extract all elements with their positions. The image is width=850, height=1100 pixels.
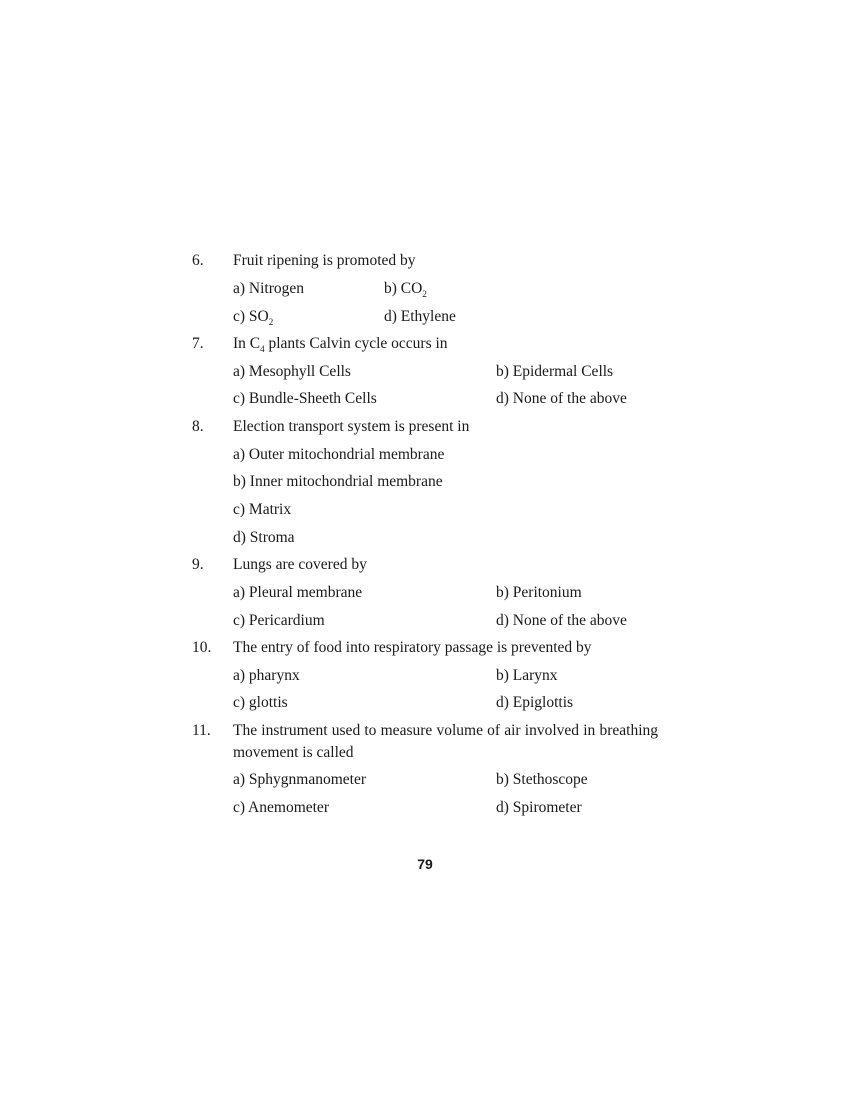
option-a: a) pharynx (233, 667, 300, 684)
question-number: 11. (192, 722, 211, 739)
question-stem: The instrument used to measure volume of air involved in breathing movement is called (233, 722, 658, 761)
option-a: a) Pleural membrane (233, 584, 363, 601)
option-c: c) Matrix (233, 501, 292, 518)
question-number: 10. (192, 639, 212, 656)
option-d: d) Ethylene (384, 308, 456, 325)
question-stem: Lungs are covered by (233, 556, 367, 573)
option-c: c) Anemometer (233, 799, 329, 816)
option-a: a) Sphygnmanometer (233, 771, 367, 788)
option-b: b) Peritonium (496, 584, 582, 601)
option-d: d) None of the above (496, 390, 627, 407)
option-a: a) Outer mitochondrial membrane (233, 446, 445, 463)
question-number: 9. (192, 556, 204, 573)
option-c: c) $SO_2$ (233, 308, 274, 327)
option-c: c) glottis (233, 694, 288, 711)
question-number: 8. (192, 418, 204, 435)
option-a: a) Nitrogen (233, 280, 305, 297)
page-number: 79 (417, 856, 433, 872)
option-b: b) $CO_2$ (384, 280, 427, 299)
question-stem: Election transport system is present in (233, 418, 470, 435)
option-b: b) Epidermal Cells (496, 363, 614, 380)
question-stem: In $C_4$ plants Calvin cycle occurs in (233, 335, 448, 354)
option-d: d) Stroma (233, 529, 295, 546)
question-number: 7. (192, 335, 204, 352)
option-d: d) Epiglottis (496, 694, 574, 711)
question-stem: The entry of food into respiratory passage is prevented by (233, 639, 592, 656)
option-a: a) Mesophyll Cells (233, 363, 351, 380)
option-b: b) Stethoscope (496, 771, 588, 788)
question-stem: Fruit ripening is promoted by (233, 252, 416, 269)
question-number: 6. (192, 252, 204, 269)
option-d: d) Spirometer (496, 799, 582, 816)
option-d: d) None of the above (496, 612, 627, 629)
option-c: c) Bundle-Sheeth Cells (233, 390, 377, 407)
option-b: b) Larynx (496, 667, 558, 684)
option-b: b) Inner mitochondrial membrane (233, 473, 443, 490)
option-c: c) Pericardium (233, 612, 325, 629)
